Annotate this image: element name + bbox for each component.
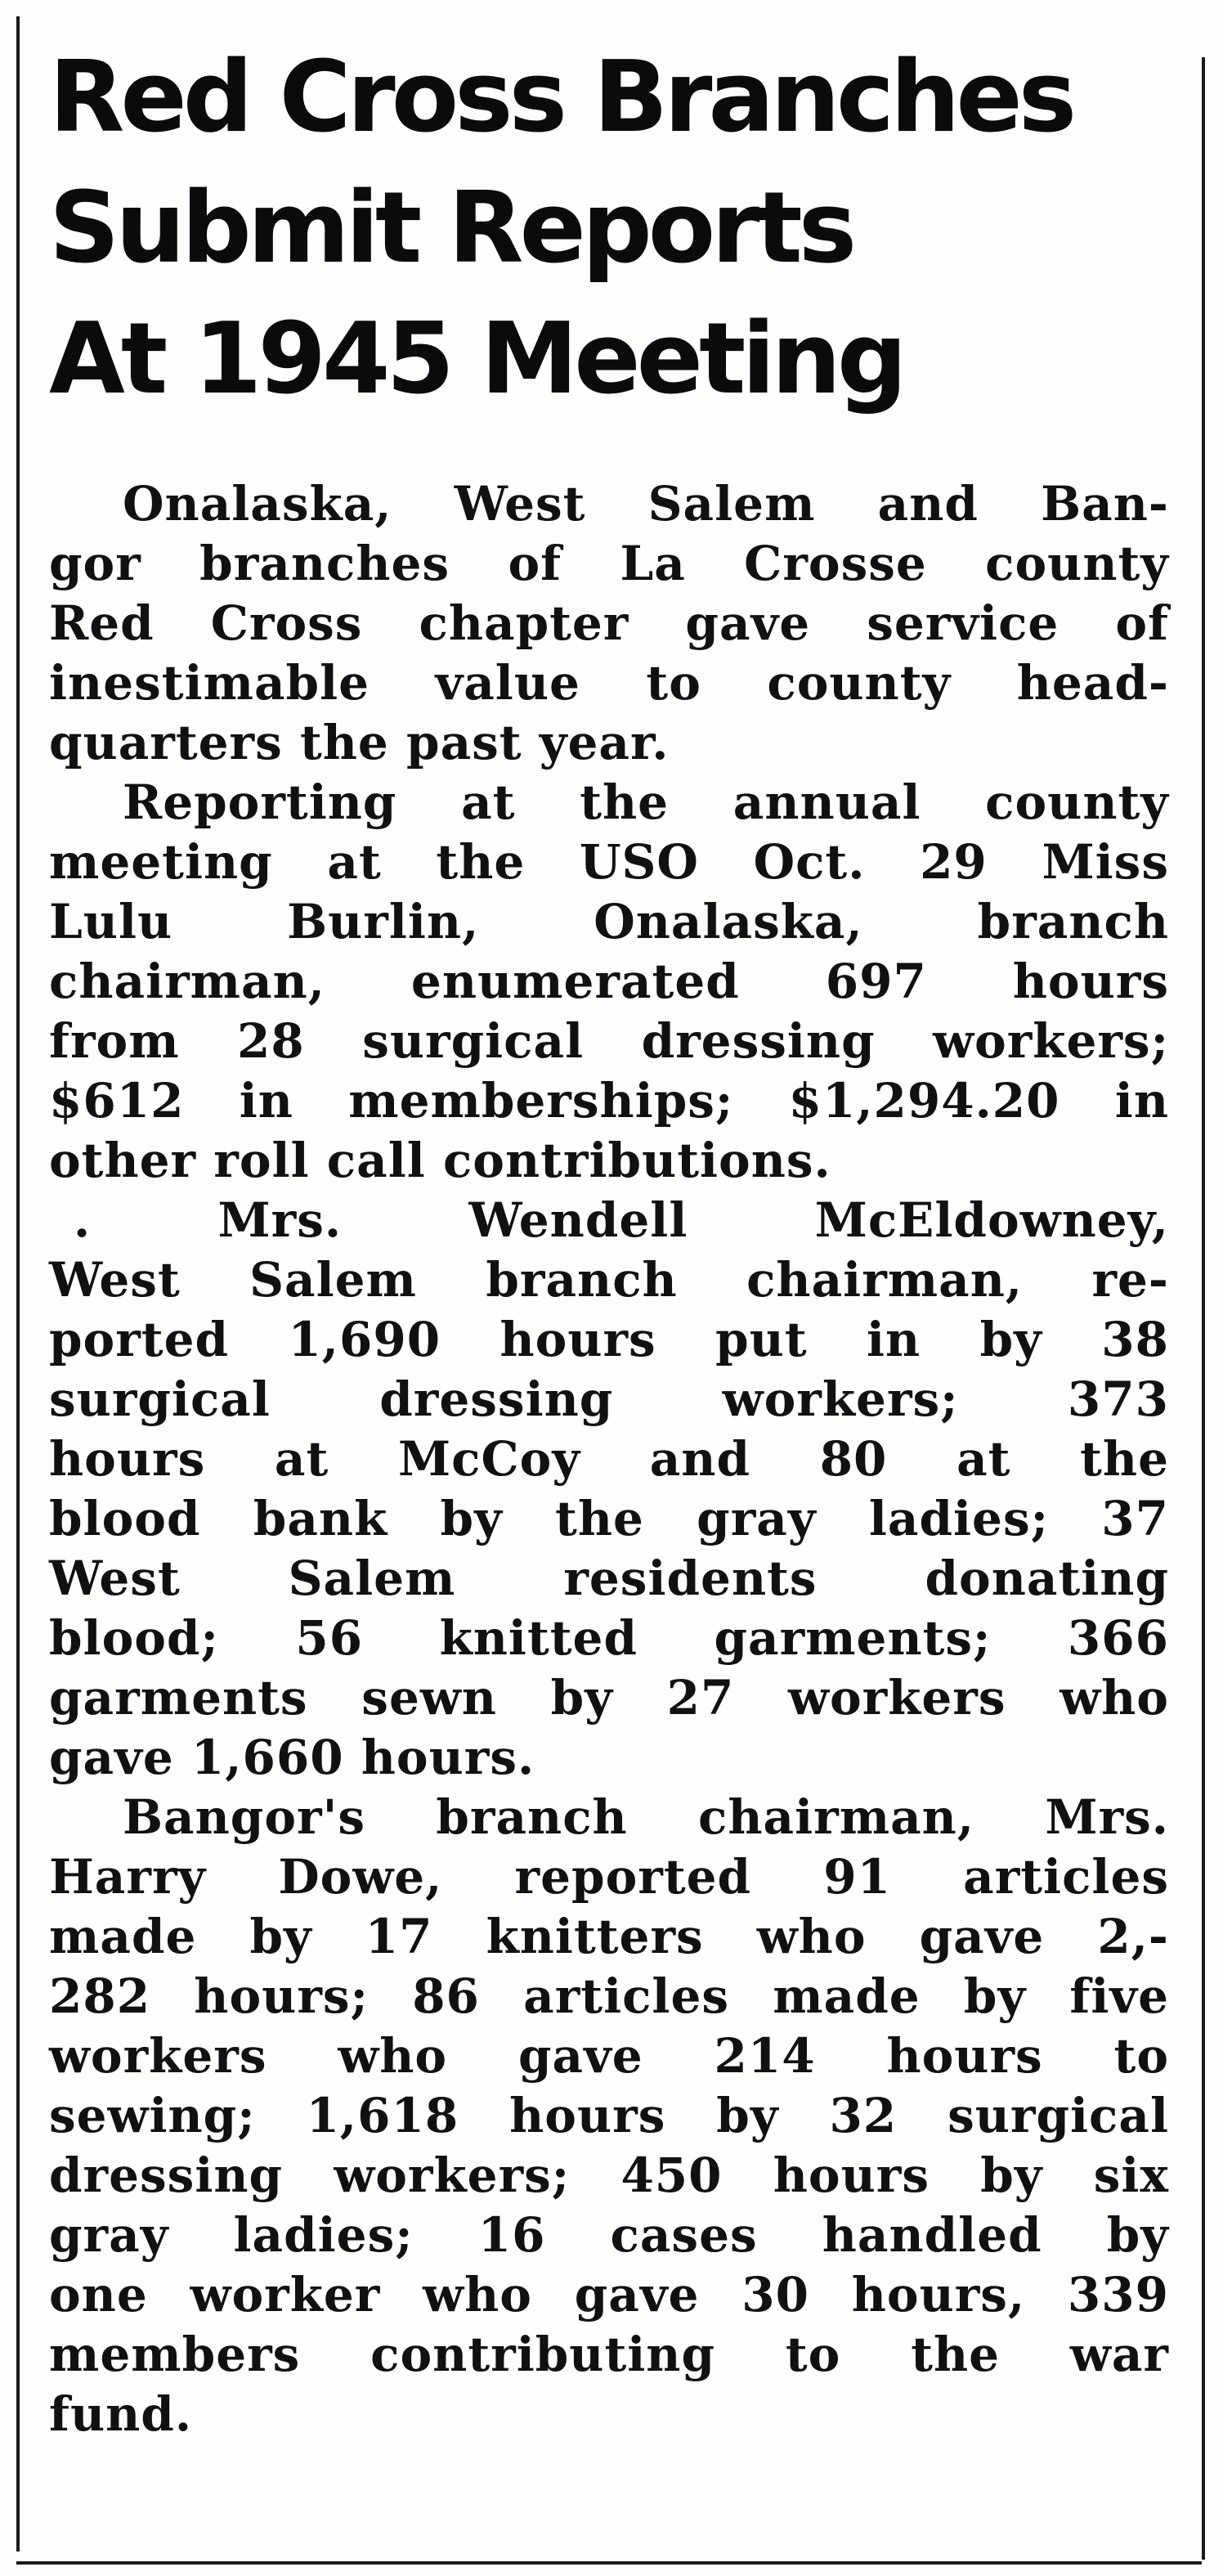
right-column-rule bbox=[1202, 57, 1205, 2560]
paragraph-line: sewing; 1,618 hours by 32 surgical bbox=[49, 2088, 1169, 2143]
paragraph-line: members contributing to the war bbox=[49, 2327, 1169, 2382]
paragraph-line: from 28 surgical dressing workers; bbox=[49, 1013, 1169, 1069]
paragraph-3 bbox=[49, 1191, 1169, 1788]
left-column-rule bbox=[16, 16, 20, 2551]
paragraph-line: inestimable value to county head- bbox=[49, 655, 1169, 711]
headline-line-2: Submit Reports bbox=[49, 172, 853, 285]
paragraph-line: $612 in memberships; $1,294.20 in bbox=[49, 1073, 1169, 1129]
paragraph-line: fund. bbox=[49, 2386, 193, 2442]
headline bbox=[49, 33, 1177, 425]
paragraph-line: blood; 56 knitted garments; 366 bbox=[49, 1610, 1169, 1666]
paragraph-line: Reporting at the annual county bbox=[123, 774, 1169, 830]
paragraph-line: other roll call contributions. bbox=[49, 1133, 831, 1188]
article-body bbox=[49, 474, 1169, 2444]
paragraph-4 bbox=[49, 1788, 1169, 2444]
paragraph-line: garments sewn by 27 workers who bbox=[49, 1670, 1169, 1726]
paragraph-line: quarters the past year. bbox=[49, 715, 670, 770]
paragraph-line: meeting at the USO Oct. 29 Miss bbox=[49, 834, 1169, 890]
paragraph-line: ported 1,690 hours put in by 38 bbox=[49, 1312, 1169, 1367]
paragraph-line: made by 17 knitters who gave 2,- bbox=[49, 1909, 1169, 1964]
paragraph-line: workers who gave 214 hours to bbox=[49, 2028, 1169, 2084]
paragraph-line: West Salem branch chairman, re- bbox=[49, 1252, 1169, 1308]
paragraph-line: one worker who gave 30 hours, 339 bbox=[49, 2267, 1169, 2322]
paragraph-line: . Mrs. Wendell McEldowney, bbox=[74, 1192, 1169, 1248]
paragraph-line: Lulu Burlin, Onalaska, branch bbox=[49, 894, 1169, 949]
headline-line-3: At 1945 Meeting bbox=[49, 303, 903, 416]
paragraph-line: gave 1,660 hours. bbox=[49, 1730, 535, 1785]
paragraph-line: gor branches of La Crosse county bbox=[49, 536, 1169, 591]
paragraph-1 bbox=[49, 474, 1169, 773]
bottom-rule bbox=[16, 2561, 1202, 2565]
paragraph-line: gray ladies; 16 cases handled by bbox=[49, 2207, 1169, 2263]
paragraph-line: chairman, enumerated 697 hours bbox=[49, 954, 1169, 1009]
paragraph-line: 282 hours; 86 articles made by five bbox=[49, 1968, 1169, 2024]
paragraph-line: Red Cross chapter gave service of bbox=[49, 595, 1169, 651]
paragraph-2 bbox=[49, 773, 1169, 1191]
paragraph-line: Harry Dowe, reported 91 articles bbox=[49, 1849, 1169, 1905]
paragraph-line: West Salem residents donating bbox=[49, 1551, 1169, 1606]
paragraph-line: hours at McCoy and 80 at the bbox=[49, 1431, 1169, 1487]
paragraph-line: Onalaska, West Salem and Ban- bbox=[123, 476, 1169, 532]
paragraph-line: blood bank by the gray ladies; 37 bbox=[49, 1491, 1169, 1546]
paragraph-line: dressing workers; 450 hours by six bbox=[49, 2147, 1169, 2203]
paragraph-line: surgical dressing workers; 373 bbox=[49, 1371, 1169, 1427]
headline-line-1: Red Cross Branches bbox=[49, 41, 1073, 155]
paragraph-line: Bangor's branch chairman, Mrs. bbox=[123, 1789, 1169, 1845]
